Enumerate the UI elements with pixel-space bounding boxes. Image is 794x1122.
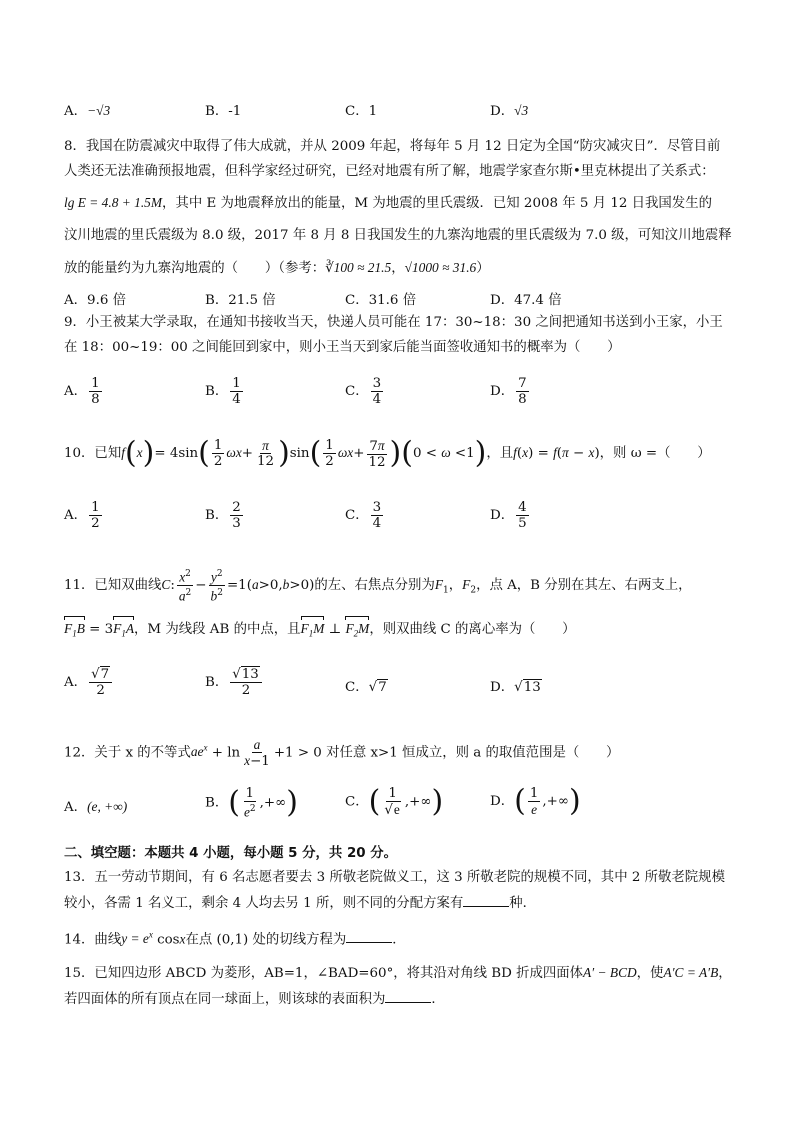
q15-answer-blank[interactable] [385,988,431,1003]
q8-option-c: C．31.6 倍 [345,293,417,308]
q8-option-d: D．47.4 倍 [490,293,562,308]
q8-line-3: lg E = 4.8 + 1.5M，其中 E 为地震释放出的能量，M 为地震的里氏震级．已知 2008 年 5 月 12 日我国发生的 [64,195,712,211]
q9-option-d: D． $\frac{7}{8}$ [490,376,527,407]
q14-answer-blank[interactable] [346,928,392,943]
section-2-heading: 二、填空题：本题共 4 小题，每小题 5 分，共 20 分。 [64,846,398,861]
q9-option-a: A． $\frac{1}{8}$ [64,376,100,407]
q8-option-b: B．21.5 倍 [205,293,276,308]
q7-option-a: A．−√3 [64,103,111,119]
q14-line: 14．曲线$y = e^x$ cosx在点 (0,1) 处的切线方程为 ． [64,930,406,948]
q12-option-b: B．( $\frac{1}{e^2}$ ,+∞) [205,785,298,821]
q7-option-c: C．1 [345,104,378,119]
q11-option-a: A． $\frac{√7}{2}$ [64,667,114,698]
q11-line-2: $F_1B = 3F_1A$，M 为线段 AB 的中点，且$F_1M$ ⊥ $F_2M$，则双曲线 C 的离心率为（ ） [64,619,576,644]
q7-option-d: D．√3 [490,103,529,119]
q11-option-c: C．√7 [345,680,387,695]
q11-line-1: 11．已知双曲线C: $\frac{x^2}{a^2}$ − $\frac{y^2}{b^2}$ =1(a>0,b>0)的左、右焦点分别为$F_1$，$F_2$，点 A，B 分别在其左、右两支上， [64,568,692,604]
q13-answer-blank[interactable] [463,892,509,907]
q8-line-5: 放的能量约为九寨沟地震的（ ）（参考：∛100 ≈ 21.5，√1000 ≈ 31.6） [64,260,490,276]
q15-line-1: 15．已知四边形 ABCD 为菱形，AB=1，∠BAD=60°，将其沿对角线 BD 折成四面体A′ − BCD，使A′C = A′B， [64,965,732,981]
q9-option-b: B． $\frac{1}{4}$ [205,376,241,407]
q11-option-d: D．√13 [490,680,541,695]
q8-option-a: A．9.6 倍 [64,293,127,308]
q8-line-4: 汶川地震的里氏震级为 8.0 级，2017 年 8 月 8 日我国发生的九寨沟地震的里氏震级为 7.0 级，可知汶川地震释 [64,228,732,243]
q13-line-1: 13．五一劳动节期间，有 6 名志愿者要去 3 所敬老院做义工，这 3 所敬老院的规模不同，其中 2 所敬老院规模 [64,870,725,885]
q8-formula: lg E = 4.8 + 1.5M [64,195,163,210]
q9-line-2: 在 18：00~19：00 之间能回到家中，则小王当天到家后能当面签收通知书的概率为（ ） [64,340,621,355]
q11-option-b: B． $\frac{√13}{2}$ [205,667,264,698]
q12-stem: 12．关于 x 的不等式$ae^x + \ln$ $\frac{a}{x-1}$ +1 > 0 对任意 x>1 恒成立，则 a 的取值范围是（ ） [64,736,620,769]
q10-stem: 10．已知f(x)= 4sin( $\frac{1}{2}$ ωx+ $\frac{\pi}{12}$ )sin( $\frac{1}{2}$ ωx+ $\frac{7\pi}{12}$ )(0 < ω <1)，且f(x) = f(π − x)，则 ω =（ ） [64,435,711,471]
q8-line-1: 8．我国在防震减灾中取得了伟大成就，并从 2009 年起，将每年 5 月 12 日定为全国“防灾减灾日”．尽管目前 [64,139,721,154]
q7-option-b: B．-1 [205,104,242,119]
q9-option-c: C． $\frac{3}{4}$ [345,376,382,407]
q10-option-a: A． $\frac{1}{2}$ [64,500,100,531]
q9-line-1: 9．小王被某大学录取，在通知书接收当天，快递人员可能在 17：30~18：30 之间把通知书送到小王家，小王 [64,315,723,330]
q12-option-d: D．( $\frac{1}{e}$ ,+∞) [490,783,581,819]
q10-option-c: C． $\frac{3}{4}$ [345,500,382,531]
q8-line-2: 人类还无法准确预报地震，但科学家经过研究，已经对地震有所了解，地震学家查尔斯•里克林提出了关系式： [64,164,715,179]
q12-option-a: A．(e, +∞) [64,799,128,815]
q12-option-c: C．( $\frac{1}{√e}$ ,+∞) [345,784,444,819]
q15-line-2: 若四面体的所有顶点在同一球面上，则该球的表面积为 ． [64,988,445,1010]
q13-line-2: 较小，各需 1 名义工，剩余 4 人均去另 1 所，则不同的分配方案有 种． [64,892,536,914]
q10-option-d: D． $\frac{4}{5}$ [490,500,527,531]
q10-option-b: B． $\frac{2}{3}$ [205,500,241,531]
